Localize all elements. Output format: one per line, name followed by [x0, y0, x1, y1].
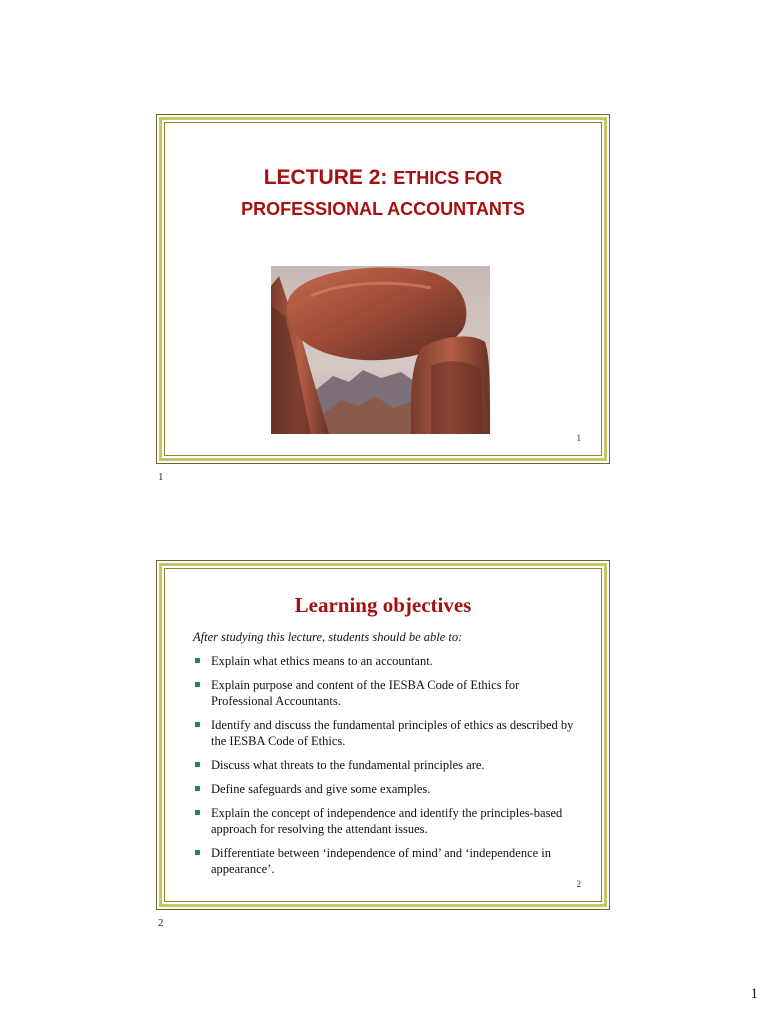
- list-item: [193, 653, 583, 669]
- objective-text: Differentiate between ‘independence of mind’ and ‘independence in appearance’.: [211, 846, 552, 876]
- bullet-icon: [195, 722, 200, 727]
- slide-1-number: 1: [576, 433, 581, 443]
- bullet-icon: [195, 658, 200, 663]
- bullet-icon: [195, 850, 200, 855]
- bullet-icon: [195, 786, 200, 791]
- objective-text: Explain the concept of independence and identify the principles-based approach for resolving the attendant issues.: [211, 806, 563, 836]
- bullet-icon: [195, 682, 200, 687]
- lecture-title: [165, 167, 601, 218]
- slide-2-content: [164, 568, 602, 902]
- slide-2-page-marker: 2: [158, 917, 164, 929]
- learning-objectives-title: Learning objectives: [294, 593, 472, 617]
- learning-objectives-intro: After studying this lecture, students should be able to:: [193, 630, 463, 644]
- slide-2-number: 2: [576, 879, 581, 889]
- list-item: [193, 805, 583, 837]
- slide-1-content: [164, 122, 602, 456]
- bullet-icon: [195, 762, 200, 767]
- slide-1-frame: [159, 117, 607, 461]
- bullet-icon: [195, 810, 200, 815]
- objective-text: Explain what ethics means to an accountant.: [211, 654, 433, 668]
- slide-1-page-marker: 1: [158, 471, 164, 483]
- objective-text: Explain purpose and content of the IESBA Code of Ethics for Professional Accountants.: [211, 678, 520, 708]
- objective-text: Discuss what threats to the fundamental principles are.: [211, 758, 485, 772]
- list-item: [193, 717, 583, 749]
- balanced-rock-photo: [271, 266, 490, 434]
- lecture-title-line-2: PROFESSIONAL ACCOUNTANTS: [241, 199, 525, 219]
- objective-text: Identify and discuss the fundamental principles of ethics as described by the IESBA Code of Ethics.: [211, 718, 574, 748]
- document-page-number: 1: [750, 986, 758, 1002]
- list-item: [193, 677, 583, 709]
- slide-2-frame: [159, 563, 607, 907]
- lecture-title-suffix: ETHICS FOR: [393, 168, 503, 188]
- slide-2: [156, 560, 610, 910]
- objectives-list: [193, 653, 583, 885]
- slide-1: [156, 114, 610, 464]
- list-item: [193, 845, 583, 877]
- list-item: [193, 757, 583, 773]
- lecture-title-line-1: [165, 167, 601, 188]
- list-item: [193, 781, 583, 797]
- objective-text: Define safeguards and give some examples.: [211, 782, 431, 796]
- lecture-title-prefix: LECTURE 2:: [263, 166, 388, 189]
